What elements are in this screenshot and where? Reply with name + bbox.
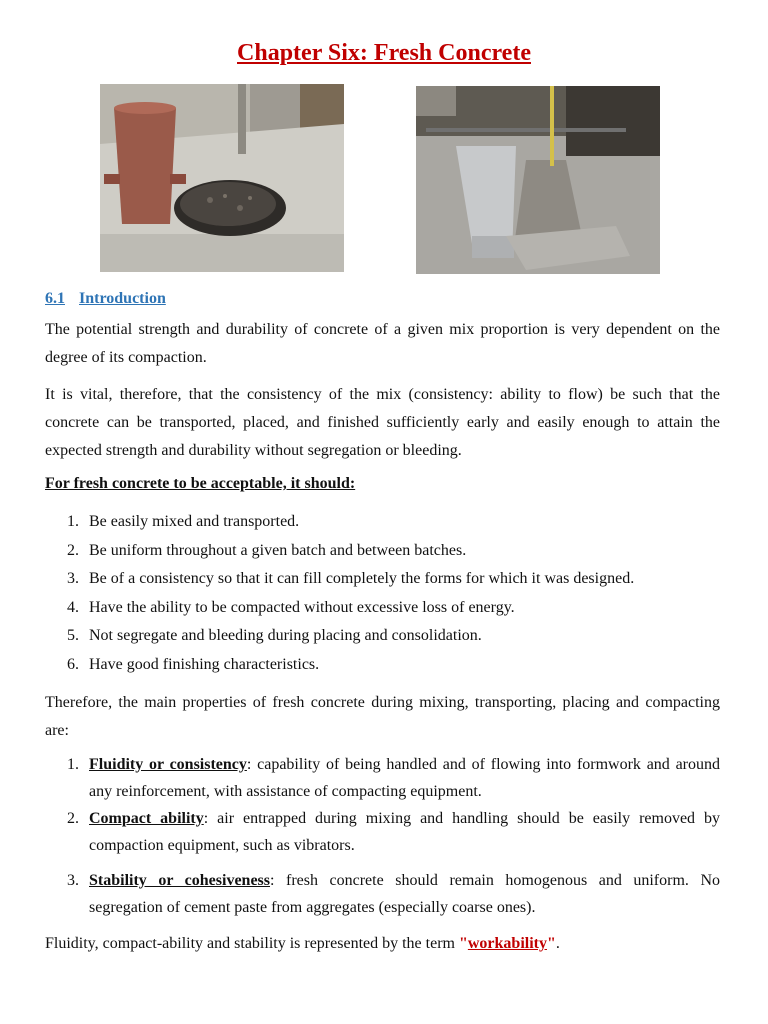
property-term: Compact ability xyxy=(89,810,204,827)
list-item: 2. Be uniform throughout a given batch and between batches. xyxy=(67,541,467,559)
workability-term: "workability" xyxy=(458,935,556,952)
list-item: 2. Compact ability: air entrapped during mixing and handling should be easily removed by compaction equipment, such as vibrators. xyxy=(67,810,721,854)
section-number: 6.1 xyxy=(45,290,65,307)
slump-flow-test-photo xyxy=(100,84,344,272)
paragraph-consistency: It is vital, therefore, that the consistency of the mix (consistency: ability to flow) be such that the concrete can be transported, placed, and finished sufficiently early and easily enough to attain the expected strength and durability without segregation or bleeding. xyxy=(45,386,720,459)
list-item: 6. Have good finishing characteristics. xyxy=(67,655,320,673)
list-item: 4. Have the ability to be compacted without excessive loss of energy. xyxy=(67,598,515,616)
paragraph-compaction: The potential strength and durability of concrete of a given mix proportion is very dependent on the degree of its compaction. xyxy=(45,321,720,366)
properties-list xyxy=(45,751,720,921)
property-term: Fluidity or consistency xyxy=(89,756,247,773)
list-item: 1. Be easily mixed and transported. xyxy=(67,513,300,530)
list-item: 1. Fluidity or consistency: capability of being handled and of flowing into formwork and around any reinforcement, with assistance of compacting equipment. xyxy=(67,756,720,800)
page-title: Chapter Six: Fresh Concrete xyxy=(237,40,531,66)
workability-summary: Fluidity, compact-ability and stability is represented by the term "workability". xyxy=(45,935,560,952)
section-heading xyxy=(45,290,166,308)
list-item: 3. Be of a consistency so that it can fill completely the forms for which it was designed. xyxy=(67,570,635,588)
section-title: Introduction xyxy=(79,290,166,307)
list-item: 3. Stability or cohesiveness: fresh concrete should remain homogenous and uniform. No segregation of cement paste from aggregates (especially coarse ones). xyxy=(67,872,720,916)
requirements-heading: For fresh concrete to be acceptable, it should: xyxy=(45,475,356,492)
requirements-list xyxy=(45,508,720,680)
list-item: 5. Not segregate and bleeding during placing and consolidation. xyxy=(67,627,482,645)
property-term: Stability or cohesiveness xyxy=(89,872,271,889)
properties-intro: Therefore, the main properties of fresh concrete during mixing, transporting, placing and compacting are: xyxy=(45,694,720,739)
slump-cone-test-photo xyxy=(416,86,660,274)
